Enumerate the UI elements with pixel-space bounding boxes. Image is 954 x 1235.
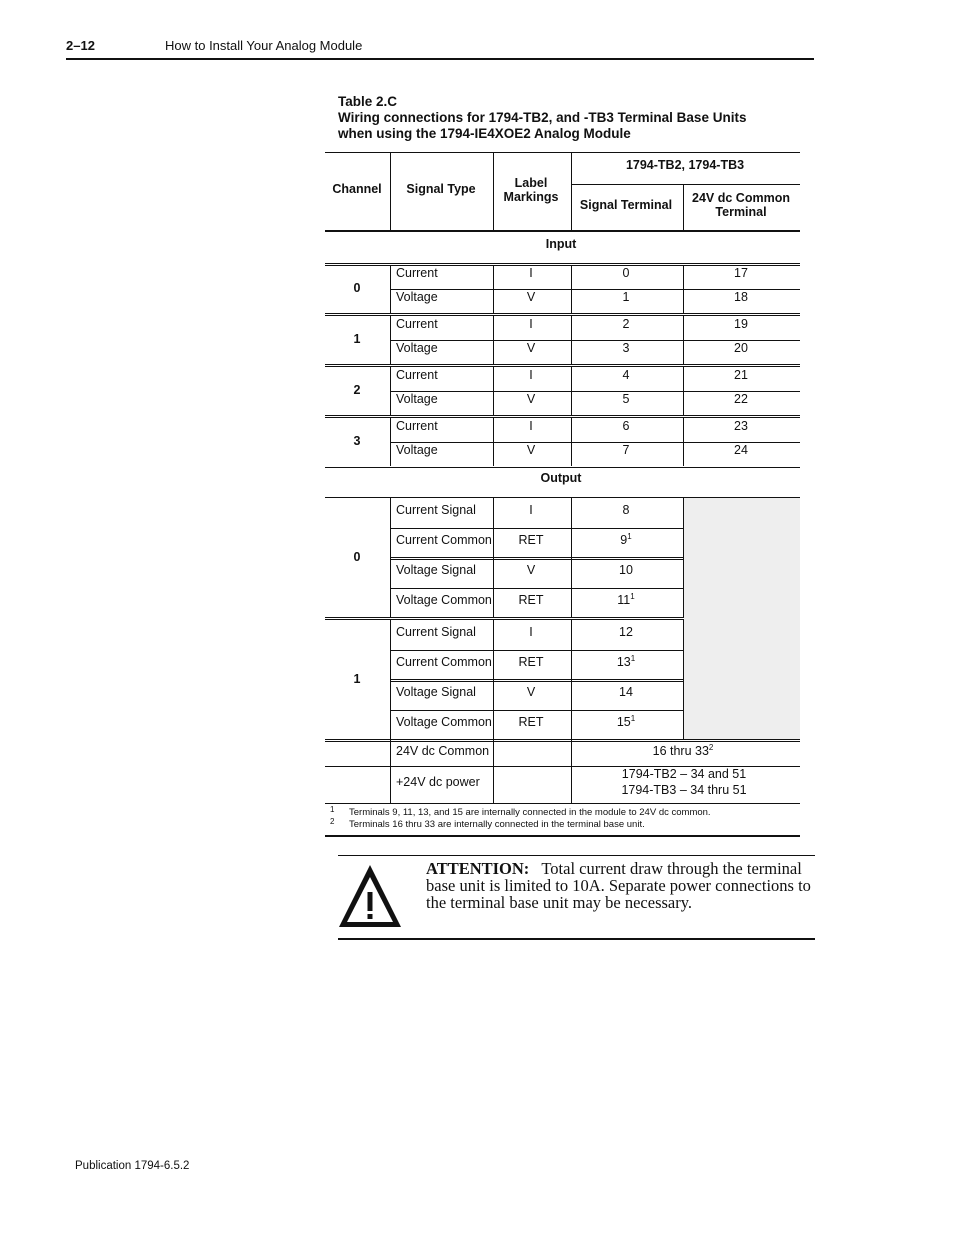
input-signal-type: Current	[396, 317, 438, 331]
warning-triangle-icon	[336, 862, 404, 930]
header-common-terminal-1: 24V dc Common	[692, 191, 790, 205]
header-signal-type: Signal Type	[406, 182, 476, 196]
input-label-marking: V	[526, 290, 536, 304]
output-signal-type: Voltage Signal	[396, 685, 476, 699]
footnote-2: Terminals 16 thru 33 are internally connected in the terminal base unit.	[349, 819, 645, 830]
input-signal-type: Current	[396, 266, 438, 280]
table-number: Table 2.C	[338, 94, 398, 109]
table-caption	[338, 94, 746, 142]
output-signal-terminal: 14	[619, 685, 633, 699]
output-common-shade	[684, 498, 800, 740]
page-header	[66, 38, 814, 60]
output-label-marking: RET	[518, 593, 544, 607]
input-channel-2: 2	[353, 383, 361, 397]
table-top-rule	[325, 152, 800, 153]
header-signal-terminal: Signal Terminal	[579, 198, 673, 212]
input-signal-type: Current	[396, 419, 438, 433]
input-common-terminal: 21	[734, 368, 748, 382]
output-signal-terminal: 8	[622, 503, 630, 517]
power-supply-value-2: 1794-TB3 – 34 thru 51	[621, 783, 747, 797]
output-label-marking: RET	[518, 715, 544, 729]
header-terminal-group: 1794-TB2, 1794-TB3	[625, 158, 745, 172]
header-label-markings-1: Label	[514, 176, 548, 190]
header-label-markings-2: Markings	[503, 190, 559, 204]
page-number: 2–12	[66, 38, 95, 53]
header-common-terminal-2: Terminal	[715, 205, 767, 219]
output-label-marking: V	[526, 563, 536, 577]
output-label-marking: RET	[518, 533, 544, 547]
power-supply-label: +24V dc power	[396, 775, 480, 789]
publication-footer: Publication 1794-6.5.2	[75, 1160, 190, 1172]
input-label-marking: V	[526, 341, 536, 355]
input-signal-terminal: 1	[622, 290, 630, 304]
output-signal-terminal: $15^1$	[616, 713, 636, 729]
output-channel-1: 1	[353, 672, 361, 686]
input-channel-1: 1	[353, 332, 361, 346]
input-signal-type: Voltage	[396, 443, 438, 457]
input-signal-terminal: 4	[622, 368, 630, 382]
section-input: Input	[545, 237, 577, 251]
output-label-marking: I	[529, 503, 533, 517]
input-label-marking: I	[529, 317, 533, 331]
output-signal-terminal: 10	[619, 563, 633, 577]
input-channel-3: 3	[353, 434, 361, 448]
output-signal-type: Current Common	[396, 655, 492, 669]
output-channel-0: 0	[353, 550, 361, 564]
footnote-1: Terminals 9, 11, 13, and 15 are internally connected in the module to 24V dc common.	[349, 807, 711, 818]
input-common-terminal: 20	[734, 341, 748, 355]
table-title-line-2: when using the 1794-IE4XOE2 Analog Module	[338, 126, 631, 141]
input-label-marking: V	[526, 392, 536, 406]
input-common-terminal: 19	[734, 317, 748, 331]
input-label-marking: V	[526, 443, 536, 457]
input-signal-terminal: 2	[622, 317, 630, 331]
power-supply-value-1: 1794-TB2 – 34 and 51	[621, 767, 747, 781]
input-signal-type: Voltage	[396, 341, 438, 355]
output-signal-type: Voltage Common	[396, 593, 492, 607]
input-label-marking: I	[529, 368, 533, 382]
input-common-terminal: 23	[734, 419, 748, 433]
input-signal-type: Voltage	[396, 290, 438, 304]
attention-label: ATTENTION:	[426, 859, 530, 878]
footnote-mark-1: 1	[330, 805, 335, 814]
input-signal-terminal: 7	[622, 443, 630, 457]
input-common-terminal: 18	[734, 290, 748, 304]
input-common-terminal: 17	[734, 266, 748, 280]
output-signal-terminal: $13^1$	[616, 653, 636, 669]
input-signal-terminal: 6	[622, 419, 630, 433]
output-label-marking: RET	[518, 655, 544, 669]
input-signal-terminal: 3	[622, 341, 630, 355]
output-signal-type: Current Signal	[396, 625, 476, 639]
output-signal-terminal: 12	[619, 625, 633, 639]
table-title-line-1: Wiring connections for 1794-TB2, and -TB3 Terminal Base Units	[338, 110, 747, 125]
input-signal-terminal: 5	[622, 392, 630, 406]
output-label-marking: V	[526, 685, 536, 699]
input-signal-type: Voltage	[396, 392, 438, 406]
power-common-value: 16 thru $33^2$	[652, 742, 714, 758]
footnote-mark-2: 2	[330, 817, 335, 826]
output-signal-type: Voltage Signal	[396, 563, 476, 577]
output-signal-type: Voltage Common	[396, 715, 492, 729]
input-common-terminal: 22	[734, 392, 748, 406]
input-signal-terminal: 0	[622, 266, 630, 280]
header-bottom-rule	[325, 230, 800, 232]
input-signal-type: Current	[396, 368, 438, 382]
output-signal-terminal: $11^1$	[617, 591, 635, 607]
input-label-marking: I	[529, 419, 533, 433]
output-signal-type: Current Common	[396, 533, 492, 547]
table-bottom-rule	[325, 835, 800, 837]
attention-body: Total current draw through the terminal base unit is limited to 10A. Separate power connections to the terminal base unit may be necessary.	[426, 859, 811, 912]
output-signal-type: Current Signal	[396, 503, 476, 517]
header-channel: Channel	[332, 182, 382, 196]
input-channel-0: 0	[353, 281, 361, 295]
output-signal-terminal: $9^1$	[620, 531, 632, 547]
running-title: How to Install Your Analog Module	[165, 38, 363, 53]
input-label-marking: I	[529, 266, 533, 280]
attention-text	[426, 860, 816, 911]
output-label-marking: I	[529, 625, 533, 639]
input-common-terminal: 24	[734, 443, 748, 457]
power-common-label: 24V dc Common	[396, 744, 490, 758]
section-output: Output	[540, 471, 582, 485]
